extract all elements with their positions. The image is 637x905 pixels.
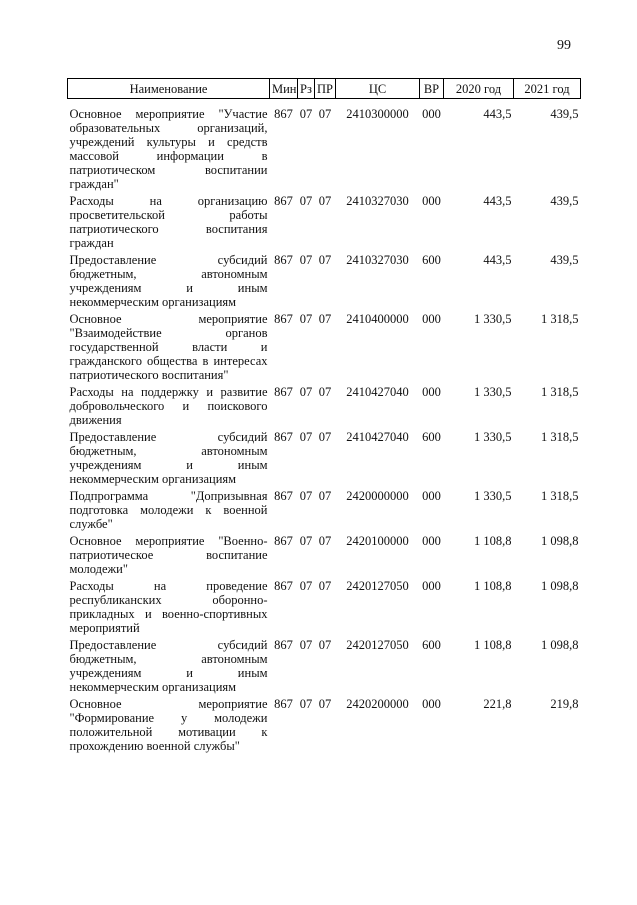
row-vr: 000 bbox=[422, 578, 441, 593]
row-2020: 1 330,5 bbox=[474, 488, 512, 503]
row-rz: 07 bbox=[299, 488, 313, 503]
row-pr: 07 bbox=[318, 533, 332, 548]
row-vr: 000 bbox=[422, 488, 441, 503]
row-2020: 1 108,8 bbox=[474, 578, 512, 593]
row-pr: 07 bbox=[318, 696, 332, 711]
row-vr: 000 bbox=[422, 696, 441, 711]
row-2021: 439,5 bbox=[550, 193, 579, 208]
row-cs: 2410400000 bbox=[346, 311, 409, 326]
table-row bbox=[68, 385, 581, 430]
row-name: Предоставление субсидий бюджетным, автономным учреждениям и иным некоммерческим организациям bbox=[69, 252, 268, 309]
row-2021: 1 318,5 bbox=[541, 311, 579, 326]
row-min: 867 bbox=[274, 488, 293, 503]
row-name: Основное мероприятие "Формирование у молодежи положительной мотивации к прохождению военной службы" bbox=[69, 696, 268, 753]
row-vr: 000 bbox=[422, 384, 441, 399]
header-pr: ПР bbox=[315, 79, 336, 99]
row-name: Расходы на организацию просветительской работы патриотического воспитания граждан bbox=[69, 193, 268, 250]
row-2021: 439,5 bbox=[550, 106, 579, 121]
table-row bbox=[68, 430, 581, 489]
table-row bbox=[68, 534, 581, 579]
row-rz: 07 bbox=[299, 696, 313, 711]
row-cs: 2420100000 bbox=[346, 533, 409, 548]
row-min: 867 bbox=[274, 311, 293, 326]
row-name: Подпрограмма "Допризывная подготовка молодежи к военной службе" bbox=[69, 488, 268, 531]
header-vr: ВР bbox=[420, 79, 444, 99]
row-min: 867 bbox=[274, 106, 293, 121]
row-pr: 07 bbox=[318, 578, 332, 593]
row-pr: 07 bbox=[318, 384, 332, 399]
row-name: Основное мероприятие "Участие образовательных организаций, учреждений культуры и средств массовой информации в патриотическом воспитании граждан" bbox=[69, 106, 268, 191]
row-2020: 1 330,5 bbox=[474, 429, 512, 444]
row-2020: 443,5 bbox=[483, 252, 512, 267]
row-2021: 439,5 bbox=[550, 252, 579, 267]
row-2020: 221,8 bbox=[483, 696, 512, 711]
row-min: 867 bbox=[274, 384, 293, 399]
row-2020: 1 330,5 bbox=[474, 384, 512, 399]
row-cs: 2410327030 bbox=[346, 252, 409, 267]
table-row bbox=[68, 312, 581, 385]
row-cs: 2420200000 bbox=[346, 696, 409, 711]
row-rz: 07 bbox=[299, 578, 313, 593]
row-cs: 2420127050 bbox=[346, 578, 409, 593]
header-2021: 2021 год bbox=[514, 79, 581, 99]
row-pr: 07 bbox=[318, 429, 332, 444]
row-name: Расходы на проведение республиканских оборонно-прикладных и военно-спортивных мероприятий bbox=[69, 578, 268, 635]
row-vr: 600 bbox=[422, 429, 441, 444]
row-rz: 07 bbox=[299, 533, 313, 548]
row-pr: 07 bbox=[318, 637, 332, 652]
row-rz: 07 bbox=[299, 637, 313, 652]
row-name: Основное мероприятие "Военно-патриотическое воспитание молодежи" bbox=[69, 533, 268, 576]
row-2021: 1 098,8 bbox=[541, 533, 579, 548]
table-row bbox=[68, 697, 581, 756]
page-number: 99 bbox=[557, 38, 571, 53]
row-min: 867 bbox=[274, 696, 293, 711]
row-min: 867 bbox=[274, 193, 293, 208]
row-2020: 1 108,8 bbox=[474, 637, 512, 652]
row-min: 867 bbox=[274, 578, 293, 593]
row-pr: 07 bbox=[318, 106, 332, 121]
row-2021: 1 318,5 bbox=[541, 384, 579, 399]
row-2020: 1 330,5 bbox=[474, 311, 512, 326]
row-pr: 07 bbox=[318, 193, 332, 208]
row-pr: 07 bbox=[318, 252, 332, 267]
row-vr: 600 bbox=[422, 252, 441, 267]
row-name: Предоставление субсидий бюджетным, автономным учреждениям и иным некоммерческим организациям bbox=[69, 637, 268, 694]
table-row bbox=[68, 489, 581, 534]
table-row bbox=[68, 107, 581, 194]
row-cs: 2410300000 bbox=[346, 106, 409, 121]
row-min: 867 bbox=[274, 533, 293, 548]
row-name: Основное мероприятие "Взаимодействие органов государственной власти и гражданского общества в интересах патриотического воспитания" bbox=[69, 311, 268, 382]
row-2021: 1 098,8 bbox=[541, 637, 579, 652]
row-min: 867 bbox=[274, 637, 293, 652]
row-rz: 07 bbox=[299, 252, 313, 267]
row-2020: 1 108,8 bbox=[474, 533, 512, 548]
header-rz: Рз bbox=[298, 79, 315, 99]
row-cs: 2410427040 bbox=[346, 429, 409, 444]
row-rz: 07 bbox=[299, 311, 313, 326]
table-row bbox=[68, 253, 581, 312]
row-min: 867 bbox=[274, 429, 293, 444]
row-rz: 07 bbox=[299, 106, 313, 121]
row-vr: 000 bbox=[422, 533, 441, 548]
row-vr: 000 bbox=[422, 311, 441, 326]
table-row bbox=[68, 638, 581, 697]
row-2021: 1 318,5 bbox=[541, 488, 579, 503]
row-rz: 07 bbox=[299, 429, 313, 444]
row-cs: 2410427040 bbox=[346, 384, 409, 399]
budget-table bbox=[67, 78, 581, 756]
table-row bbox=[68, 194, 581, 253]
row-vr: 000 bbox=[422, 106, 441, 121]
row-vr: 600 bbox=[422, 637, 441, 652]
row-name: Расходы на поддержку и развитие добровольческого и поискового движения bbox=[69, 384, 268, 427]
row-rz: 07 bbox=[299, 193, 313, 208]
row-2021: 219,8 bbox=[550, 696, 579, 711]
row-cs: 2410327030 bbox=[346, 193, 409, 208]
row-cs: 2420000000 bbox=[346, 488, 409, 503]
table-row bbox=[68, 579, 581, 638]
table-header-row bbox=[68, 79, 581, 99]
row-name: Предоставление субсидий бюджетным, автономным учреждениям и иным некоммерческим организациям bbox=[69, 429, 268, 486]
row-2020: 443,5 bbox=[483, 193, 512, 208]
header-cs: ЦС bbox=[336, 79, 420, 99]
row-pr: 07 bbox=[318, 311, 332, 326]
header-name: Наименование bbox=[68, 79, 270, 99]
row-vr: 000 bbox=[422, 193, 441, 208]
row-cs: 2420127050 bbox=[346, 637, 409, 652]
header-2020: 2020 год bbox=[444, 79, 514, 99]
row-2020: 443,5 bbox=[483, 106, 512, 121]
row-2021: 1 318,5 bbox=[541, 429, 579, 444]
header-min: Мин bbox=[270, 79, 298, 99]
row-rz: 07 bbox=[299, 384, 313, 399]
row-min: 867 bbox=[274, 252, 293, 267]
row-pr: 07 bbox=[318, 488, 332, 503]
row-2021: 1 098,8 bbox=[541, 578, 579, 593]
